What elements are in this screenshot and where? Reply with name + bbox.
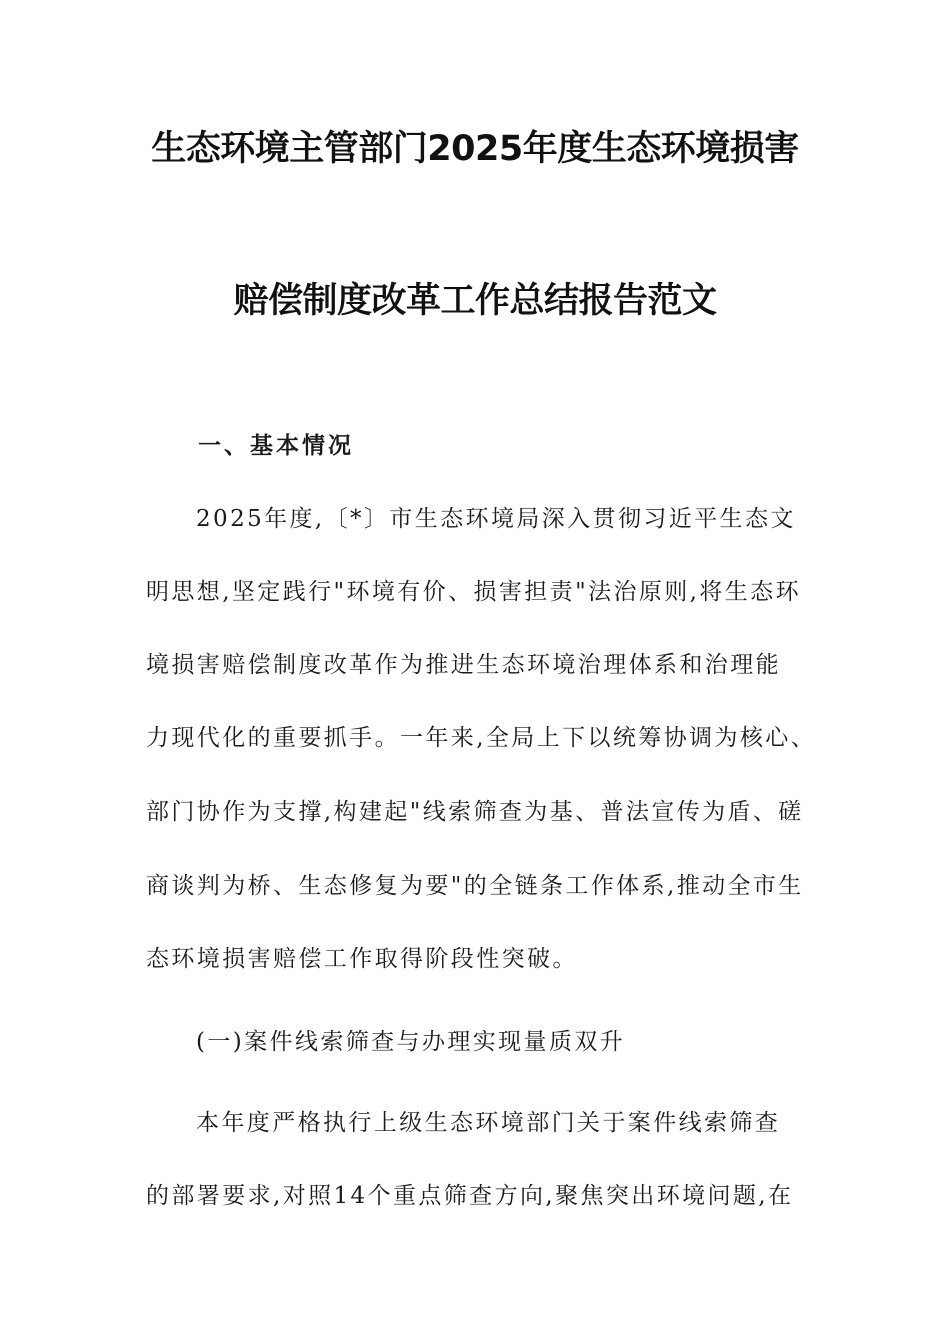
paragraph-line: 境损害赔偿制度改革作为推进生态环境治理体系和治理能 xyxy=(146,652,781,678)
paragraph-line: 力现代化的重要抓手。一年来,全局上下以统筹协调为核心、 xyxy=(146,725,817,751)
paragraph-line: 2025年度,〔*〕市生态环境局深入贯彻习近平生态文 xyxy=(196,506,796,532)
section-heading: 一、基本情况 xyxy=(198,432,354,459)
paragraph-line: 本年度严格执行上级生态环境部门关于案件线索筛查 xyxy=(196,1110,781,1136)
subheading: (一)案件线索筛查与办理实现量质双升 xyxy=(196,1029,626,1055)
paragraph-line: 态环境损害赔偿工作取得阶段性突破。 xyxy=(146,946,578,972)
paragraph-line: 商谈判为桥、生态修复为要"的全链条工作体系,推动全市生 xyxy=(146,873,804,899)
paragraph-line: 的部署要求,对照14个重点筛查方向,聚焦突出环境问题,在 xyxy=(146,1183,794,1209)
document-title-line-2: 赔偿制度改革工作总结报告范文 xyxy=(233,281,717,321)
paragraph-line: 部门协作为支撑,构建起"线索筛查为基、普法宣传为盾、磋 xyxy=(146,799,804,825)
paragraph-line: 明思想,坚定践行"环境有价、损害担责"法治原则,将生态环 xyxy=(146,579,801,605)
document-title-line-1: 生态环境主管部门2025年度生态环境损害 xyxy=(151,129,799,169)
